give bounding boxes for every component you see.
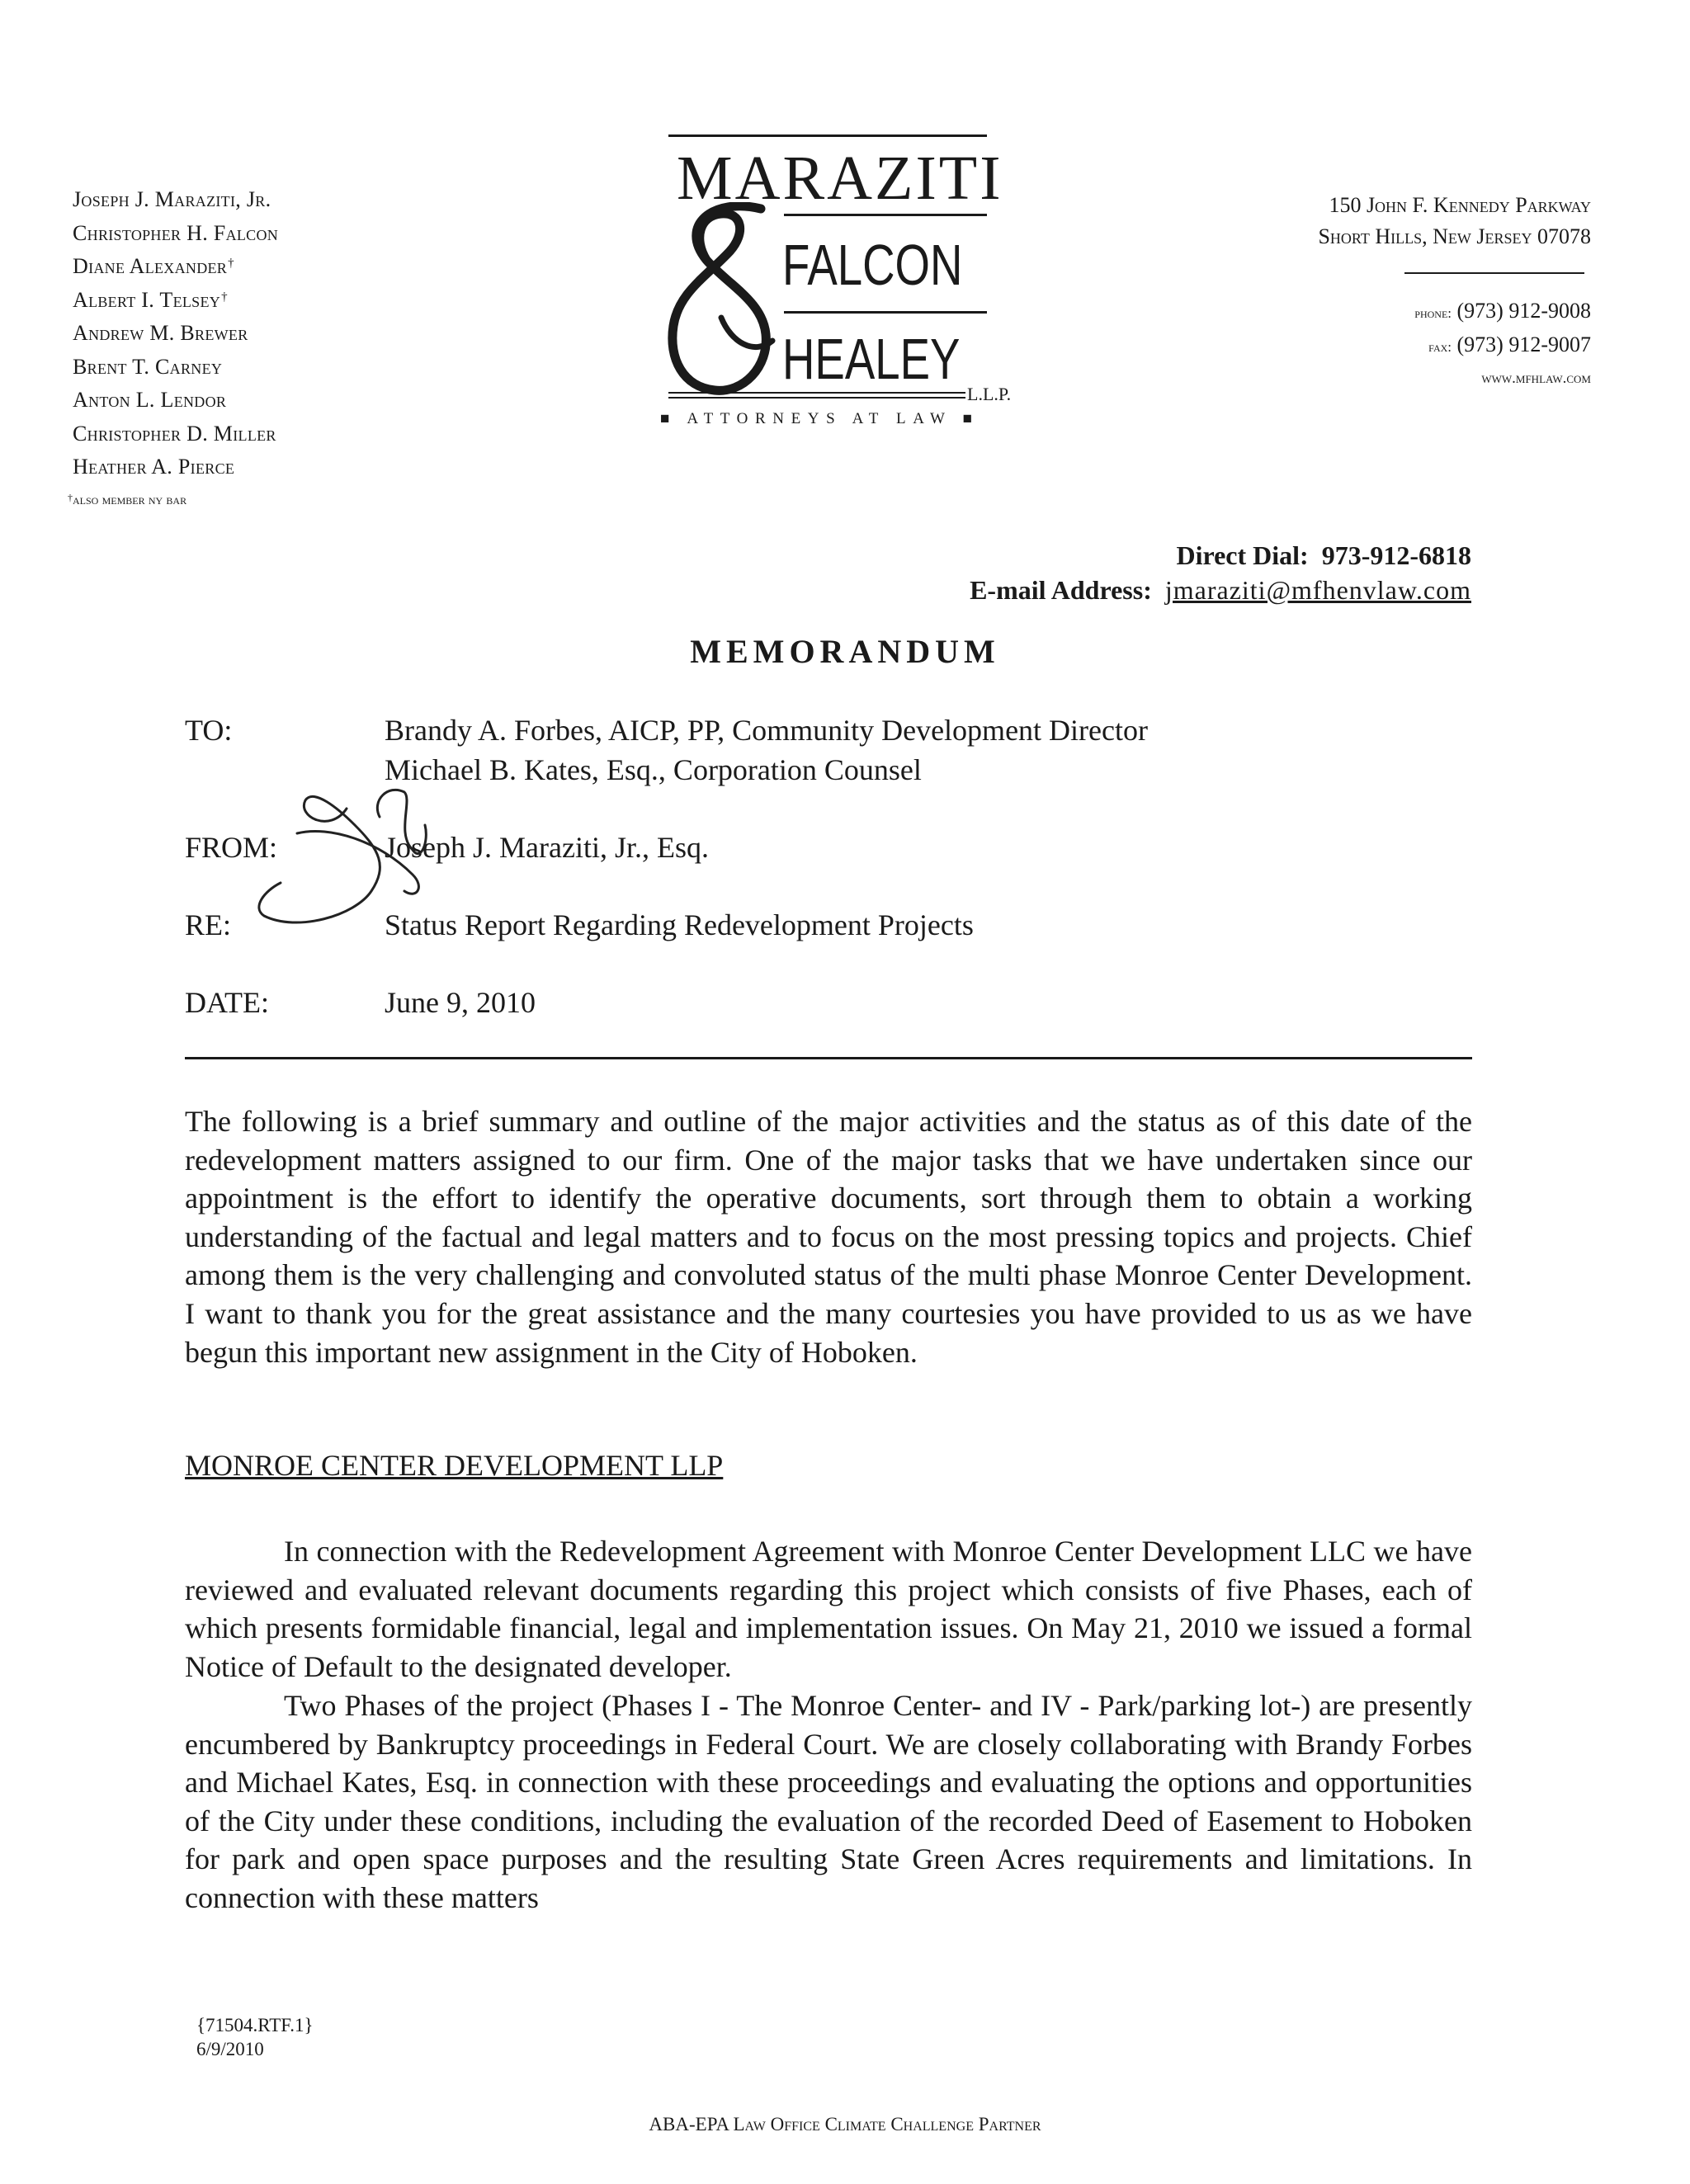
document-reference: {71504.RTF.1} 6/9/2010 (196, 2015, 314, 2059)
logo-falcon: FALCON (782, 233, 963, 297)
re-label: RE: (185, 908, 232, 941)
attorney-name: Joseph J. Maraziti, Jr. (73, 187, 271, 211)
direct-contact (970, 538, 1471, 607)
from-value: Joseph J. Maraziti, Jr., Esq. (385, 831, 709, 864)
date-label: DATE: (185, 986, 269, 1019)
address-divider (1404, 272, 1584, 274)
website-link[interactable]: www.mfhlaw.com (1481, 370, 1591, 387)
attorney-name: Andrew M. Brewer (73, 321, 248, 345)
date-value: June 9, 2010 (385, 986, 536, 1019)
footer-tagline: ABA-EPA Law Office Climate Challenge Partner (649, 2114, 1041, 2134)
attorney-name: Brent T. Carney (73, 354, 223, 379)
from-label: FROM: (185, 831, 278, 864)
attorney-name: Diane Alexander† (73, 254, 234, 278)
direct-dial: Direct Dial: 973-912-6818 (1176, 540, 1471, 570)
address-street: 150 John F. Kennedy Parkway (1329, 193, 1591, 217)
paragraph-phases: Two Phases of the project (Phases I - The Monroe Center- and IV - Park/parking lot-) are presently encumbered by Bankruptcy proceedings in Federal Court. We are closely collaborating with Brandy Forbes and Michael Kates, Esq. in connection with these proceedings and evaluating the options and opportunities of the City under these conditions, including the evaluation of the recorded Deed of Easement to Hoboken for park and open space purposes and the resulting State Green Acres requirements and limitations. In connection with these matters (185, 1689, 1472, 1914)
to-label: TO: (185, 714, 233, 747)
attorney-name: Anton L. Lendor (73, 388, 227, 412)
logo-tagline: ■ ATTORNEYS AT LAW ■ (660, 410, 980, 427)
to-recipient-1: Brandy A. Forbes, AICP, PP, Community Development Director (385, 714, 1148, 747)
section-heading: MONROE CENTER DEVELOPMENT LLP (185, 1449, 724, 1482)
attorney-name: Heather A. Pierce (73, 455, 235, 479)
address-city: Short Hills, New Jersey 07078 (1318, 224, 1591, 248)
firm-address (1129, 190, 1591, 252)
phone-line: phone: (973) 912-9008 (1414, 299, 1591, 323)
memo-title: MEMORANDUM (690, 633, 1000, 670)
fax-line: fax: (973) 912-9007 (1428, 333, 1591, 356)
logo-healey: HEALEY (782, 327, 961, 391)
header-divider (185, 1057, 1472, 1059)
attorney-name: Christopher D. Miller (73, 421, 276, 446)
email-line: E-mail Address: jmaraziti@mfhenvlaw.com (970, 575, 1471, 605)
attorney-list (73, 183, 370, 484)
firm-contact (1414, 295, 1591, 394)
ampersand-logo-icon (663, 202, 779, 397)
firm-logo (660, 128, 1012, 441)
logo-llp: L.L.P. (967, 384, 1012, 404)
re-value: Status Report Regarding Redevelopment Projects (385, 908, 974, 941)
logo-maraziti: MARAZITI (677, 144, 1003, 213)
to-recipient-2: Michael B. Kates, Esq., Corporation Counsel (385, 753, 922, 786)
paragraph-agreement: In connection with the Redevelopment Agreement with Monroe Center Development LLC we have reviewed and evaluated relevant documents regarding this project which consists of five Phases, each of which presents formidable financial, legal and implementation issues. On May 21, 2010 we issued a formal Notice of Default to the designated developer. (185, 1535, 1472, 1683)
bar-footnote: †also member ny bar (68, 492, 187, 507)
attorney-name: Albert I. Telsey† (73, 287, 228, 312)
intro-paragraph: The following is a brief summary and outline of the major activities and the status as of this date of the redevelopment matters assigned to our firm. One of the major tasks that we have undertaken since our appointment is the effort to identify the operative documents, sort through them to obtain a working understanding of the factual and legal matters and to focus on the most pressing topics and projects. Chief among them is the very challenging and convoluted status of the multi phase Monroe Center Development. I want to thank you for the great assistance and the many courtesies you have provided to us as we have begun this important new assignment in the City of Hoboken. (185, 1105, 1472, 1369)
attorney-name: Christopher H. Falcon (73, 220, 279, 245)
email-link[interactable]: jmaraziti@mfhenvlaw.com (1164, 575, 1471, 605)
